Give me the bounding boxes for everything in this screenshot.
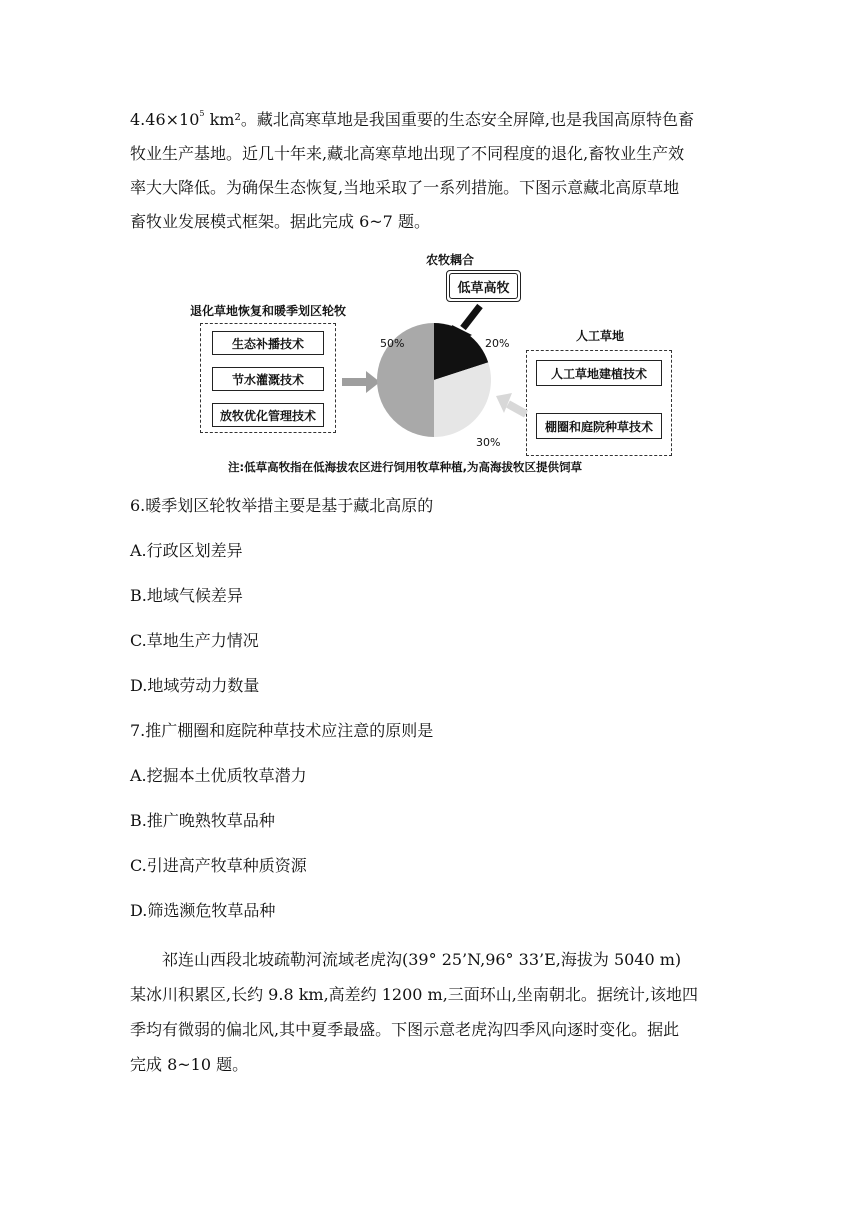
pie-chart-svg [190,248,680,480]
q7-option: C.引进高产牧草种质资源 [130,856,307,875]
passage-2 [130,942,698,1082]
grazing-model-figure [190,248,680,480]
intro-line: 牧业生产基地。近几十年来,藏北高寒草地出现了不同程度的退化,畜牧业生产效 [130,144,685,163]
q6-option: C.草地生产力情况 [130,631,259,650]
left-item: 生态补播技术 [212,331,324,355]
top-box-text: 低草高牧 [449,273,518,299]
q6-option: D.地域劳动力数量 [130,676,260,695]
arrow-left [342,371,380,393]
pie-label-30: 30% [476,436,501,449]
q6-option: A.行政区划差异 [130,541,243,560]
top-label: 农牧耦合 [426,253,475,267]
q7-stem: 7.推广棚圈和庭院种草技术应注意的原则是 [130,721,434,740]
left-label: 退化草地恢复和暖季划区轮牧 [190,304,347,318]
figure-note: 注:低草高牧指在低海拔农区进行饲用牧草种植,为高海拔牧区提供饲草 [228,460,582,474]
passage-2-line: 完成 8~10 题。 [130,1055,249,1074]
intro-line: $4.46\times 10^5$ km²。藏北高寒草地是我国重要的生态安全屏障,也是我国高原特色畜 [130,109,694,129]
q7-option: D.筛选濒危牧草品种 [130,901,276,920]
left-item: 放牧优化管理技术 [212,403,324,427]
q7-option: B.推广晚熟牧草品种 [130,811,275,830]
right-item: 棚圈和庭院种草技术 [536,413,662,439]
intro-paragraph [130,103,735,239]
pie-label-50: 50% [380,337,405,350]
q6-stem: 6.暖季划区轮牧举措主要是基于藏北高原的 [130,496,434,515]
left-item: 节水灌溉技术 [212,367,324,391]
q6-option: B.地域气候差异 [130,586,243,605]
arrow-right [496,393,526,414]
pie-label-20: 20% [485,337,510,350]
passage-2-line: 祁连山西段北坡疏勒河流域老虎沟(39° 25’N,96° 33’E,海拔为 5040 m) [162,950,682,969]
passage-2-line: 季均有微弱的偏北风,其中夏季最盛。下图示意老虎沟四季风向逐时变化。据此 [130,1020,680,1039]
intro-line: 畜牧业发展模式框架。据此完成 6~7 题。 [130,212,430,231]
passage-2-line: 某冰川积累区,长约 9.8 km,高差约 1200 m,三面环山,坐南朝北。据统计,该地四 [130,985,698,1004]
intro-line: 率大大降低。为确保生态恢复,当地采取了一系列措施。下图示意藏北高原草地 [130,178,680,197]
right-item: 人工草地建植技术 [536,360,662,386]
q7-option: A.挖掘本土优质牧草潜力 [130,766,307,785]
right-label: 人工草地 [576,329,625,343]
